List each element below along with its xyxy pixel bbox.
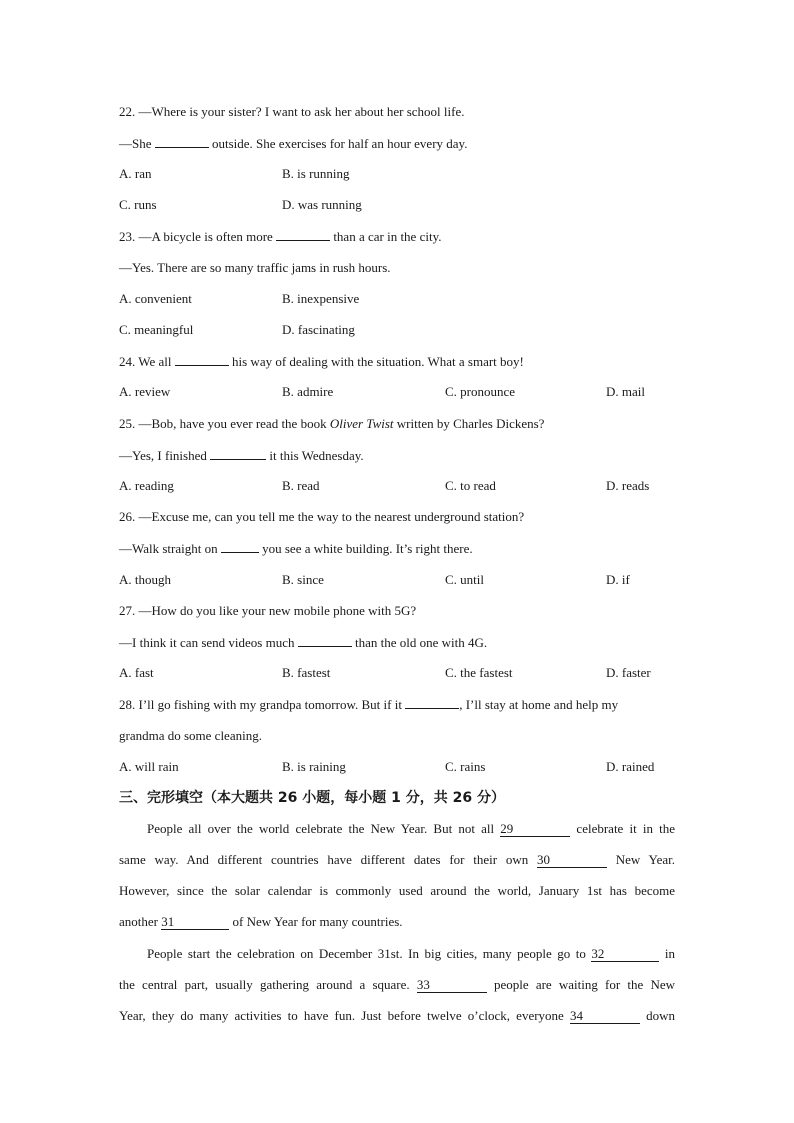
option-b: B. is raining [282,759,346,774]
option-c: C. the fastest [445,665,513,680]
question-26-reply: —Walk straight on you see a white building. It’s right there. [119,541,473,556]
question-27-prompt: 27. —How do you like your new mobile phone with 5G? [119,603,417,618]
option-b: B. inexpensive [282,291,360,306]
option-d: D. was running [282,197,362,212]
question-22-reply: —She outside. She exercises for half an hour every day. [119,136,468,151]
cloze-paragraph-2 [119,946,675,1039]
numbered-blank: 34 [570,1009,640,1024]
answer-blank [155,135,209,148]
paragraph-line: another 31 of New Year for many countries. [119,914,403,929]
option-a: A. convenient [119,291,192,306]
option-b: B. fastest [282,665,331,680]
option-c: C. runs [119,197,157,212]
paragraph-line: Year, they do many activities to have fun. Just before twelve o’clock, everyone 34 down [119,1008,676,1023]
option-c: C. to read [445,478,496,493]
answer-blank [221,540,259,553]
answer-blank [175,353,229,366]
option-c: C. rains [445,759,486,774]
option-a: A. review [119,384,171,399]
section-heading: 三、完形填空（本大题共 26 小题，每小题 1 分，共 26 分） [119,790,505,806]
paragraph-line: People start the celebration on December 31st. In big cities, many people go to 32 in [147,946,675,961]
option-d: D. if [606,572,630,587]
book-title: Oliver Twist [329,416,394,431]
option-a: A. though [119,572,171,587]
answer-blank [298,634,352,647]
question-26-prompt: 26. —Excuse me, can you tell me the way to the nearest underground station? [119,509,525,524]
option-a: A. ran [119,166,152,181]
option-a: A. will rain [119,759,179,774]
answer-blank [405,696,459,709]
answer-blank [276,228,330,241]
paragraph-line: People all over the world celebrate the New Year. But not all 29 celebrate it in the [147,821,675,836]
question-22-prompt: 22. —Where is your sister? I want to ask her about her school life. [119,104,465,119]
question-28-continuation: grandma do some cleaning. [119,728,262,743]
option-d: D. mail [606,384,645,399]
option-d: D. rained [606,759,655,774]
cloze-paragraph-1 [119,821,675,945]
option-d: D. faster [606,665,651,680]
paragraph-line: same way. And different countries have different dates for their own 30 New Year. [119,852,675,867]
question-27-reply: —I think it can send videos much than the old one with 4G. [119,635,488,650]
option-b: B. admire [282,384,334,399]
numbered-blank: 33 [417,978,487,993]
question-25-prompt: 25. —Bob, have you ever read the book Oliver Twist written by Charles Dickens? [119,416,545,431]
option-c: C. pronounce [445,384,516,399]
option-b: B. since [282,572,324,587]
option-a: A. reading [119,478,174,493]
answer-blank [210,447,266,460]
paragraph-line: the central part, usually gathering around a square. 33 people are waiting for the New [119,977,675,992]
paragraph-line: However, since the solar calendar is commonly used around the world, January 1st has become [119,883,675,898]
option-d: D. reads [606,478,650,493]
question-24-prompt: 24. We all his way of dealing with the situation. What a smart boy! [119,354,524,369]
question-23-prompt: 23. —A bicycle is often more than a car in the city. [119,229,442,244]
question-28-prompt: 28. I’ll go fishing with my grandpa tomorrow. But if it , I’ll stay at home and help my [119,697,619,712]
option-a: A. fast [119,665,154,680]
question-25-reply: —Yes, I finished it this Wednesday. [119,448,364,463]
option-b: B. read [282,478,320,493]
question-23-reply: —Yes. There are so many traffic jams in rush hours. [119,260,391,275]
numbered-blank: 29 [500,822,570,837]
numbered-blank: 32 [591,947,659,962]
numbered-blank: 31 [161,915,229,930]
option-c: C. until [445,572,485,587]
option-d: D. fascinating [282,322,355,337]
option-b: B. is running [282,166,350,181]
option-c: C. meaningful [119,322,194,337]
numbered-blank: 30 [537,853,607,868]
